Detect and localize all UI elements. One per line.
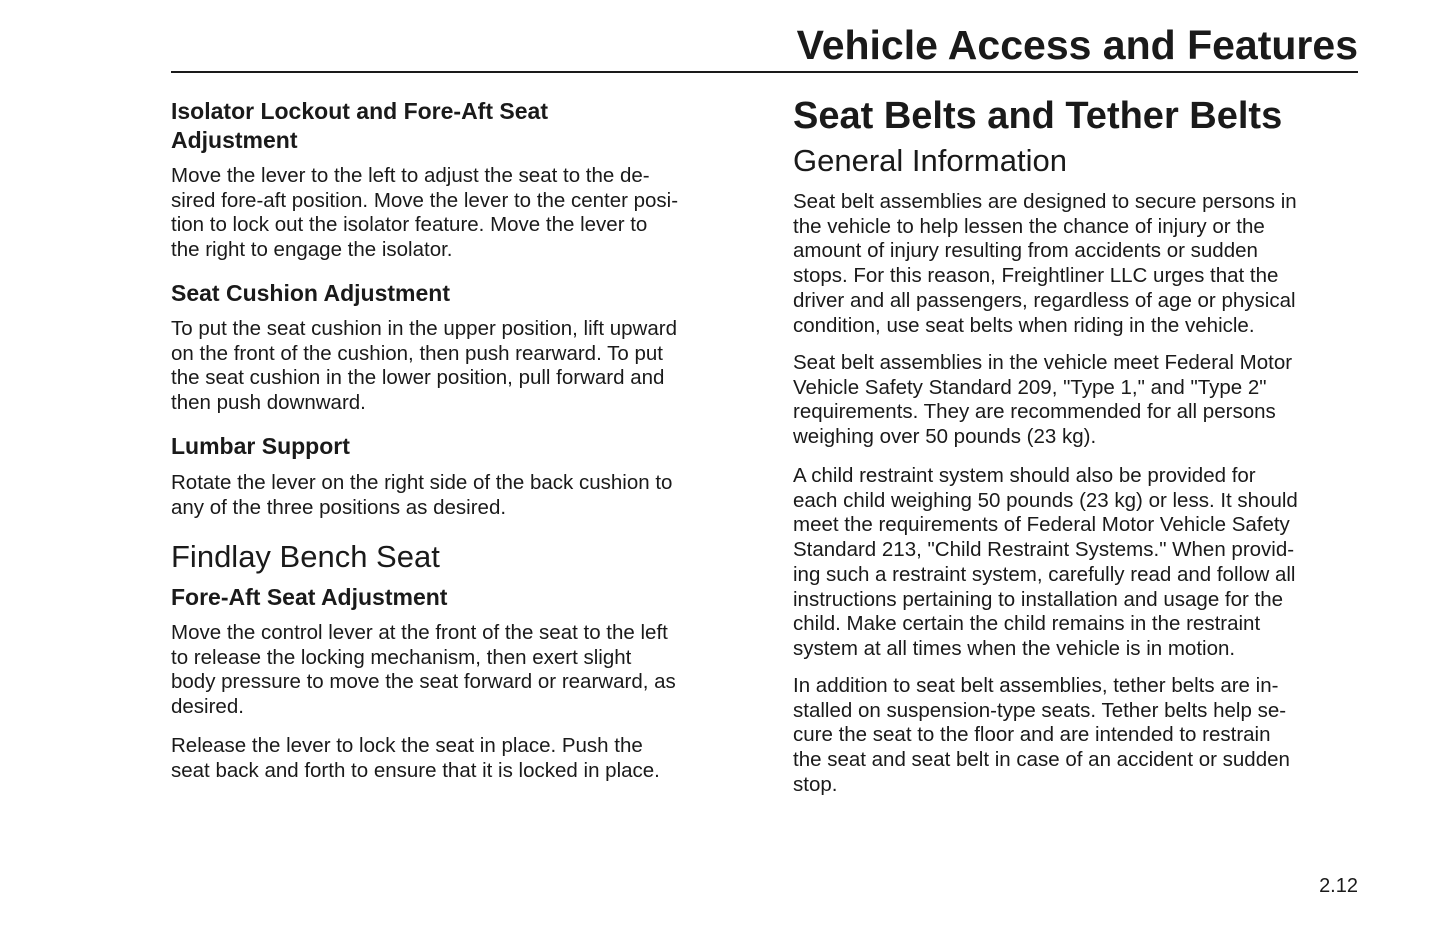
- section-heading-findlay: Findlay Bench Seat: [171, 539, 440, 574]
- paragraph-isolator: Move the lever to the left to adjust the seat to the de- sired fore-aft position. Move the lever to the center posi- tion to lock out the isolator feature. Move the lever to the right to engage the isolator.: [171, 164, 679, 262]
- paragraph-lumbar: Rotate the lever on the right side of the back cushion to any of the three positions as desired.: [171, 471, 673, 519]
- section-heading-lumbar: Lumbar Support: [171, 433, 350, 459]
- section-heading-seat-cushion: Seat Cushion Adjustment: [171, 280, 450, 306]
- paragraph-general-3: A child restraint system should also be provided for each child weighing 50 pounds (23 kg) or less. It should meet the requirements of Federal Motor Vehicle Safety Standard 213, "Child Restraint Systems." When provid- ing such a restraint system, carefully read and follow all instructions pertaining to installation and usage for the child. Make certain the child remains in the restraint system at all times when the vehicle is in motion.: [793, 464, 1298, 660]
- header-rule: [171, 71, 1358, 73]
- page-header-title: Vehicle Access and Features: [796, 22, 1358, 68]
- main-heading-seat-belts: Seat Belts and Tether Belts: [793, 95, 1283, 137]
- subheading-general-info: General Information: [793, 143, 1067, 178]
- paragraph-fore-aft-2: Release the lever to lock the seat in place. Push the seat back and forth to ensure that it is locked in place.: [171, 734, 660, 782]
- paragraph-general-1: Seat belt assemblies are designed to secure persons in the vehicle to help lessen the chance of injury or the amount of injury resulting from accidents or sudden stops. For this reason, Freightliner LLC urges that the driver and all passengers, regardless of age or physical condition, use seat belts when riding in the vehicle.: [793, 190, 1297, 337]
- paragraph-fore-aft-1: Move the control lever at the front of the seat to the left to release the locking mechanism, then exert slight body pressure to move the seat forward or rearward, as desired.: [171, 621, 676, 719]
- section-heading-isolator: Isolator Lockout and Fore-Aft Seat Adjustment: [171, 98, 548, 153]
- page-number: 2.12: [1319, 875, 1358, 897]
- paragraph-seat-cushion: To put the seat cushion in the upper position, lift upward on the front of the cushion, then push rearward. To put the seat cushion in the lower position, pull forward and then push downward.: [171, 317, 677, 415]
- paragraph-general-2: Seat belt assemblies in the vehicle meet Federal Motor Vehicle Safety Standard 209, "Type 1," and "Type 2" requirements. They are recommended for all persons weighing over 50 pounds (23 kg).: [793, 351, 1293, 449]
- paragraph-general-4: In addition to seat belt assemblies, tether belts are in- stalled on suspension-type seats. Tether belts help se- cure the seat to the floor and are intended to restrain the seat and seat belt in case of an accident or sudden stop.: [793, 674, 1290, 796]
- section-heading-fore-aft: Fore-Aft Seat Adjustment: [171, 584, 448, 610]
